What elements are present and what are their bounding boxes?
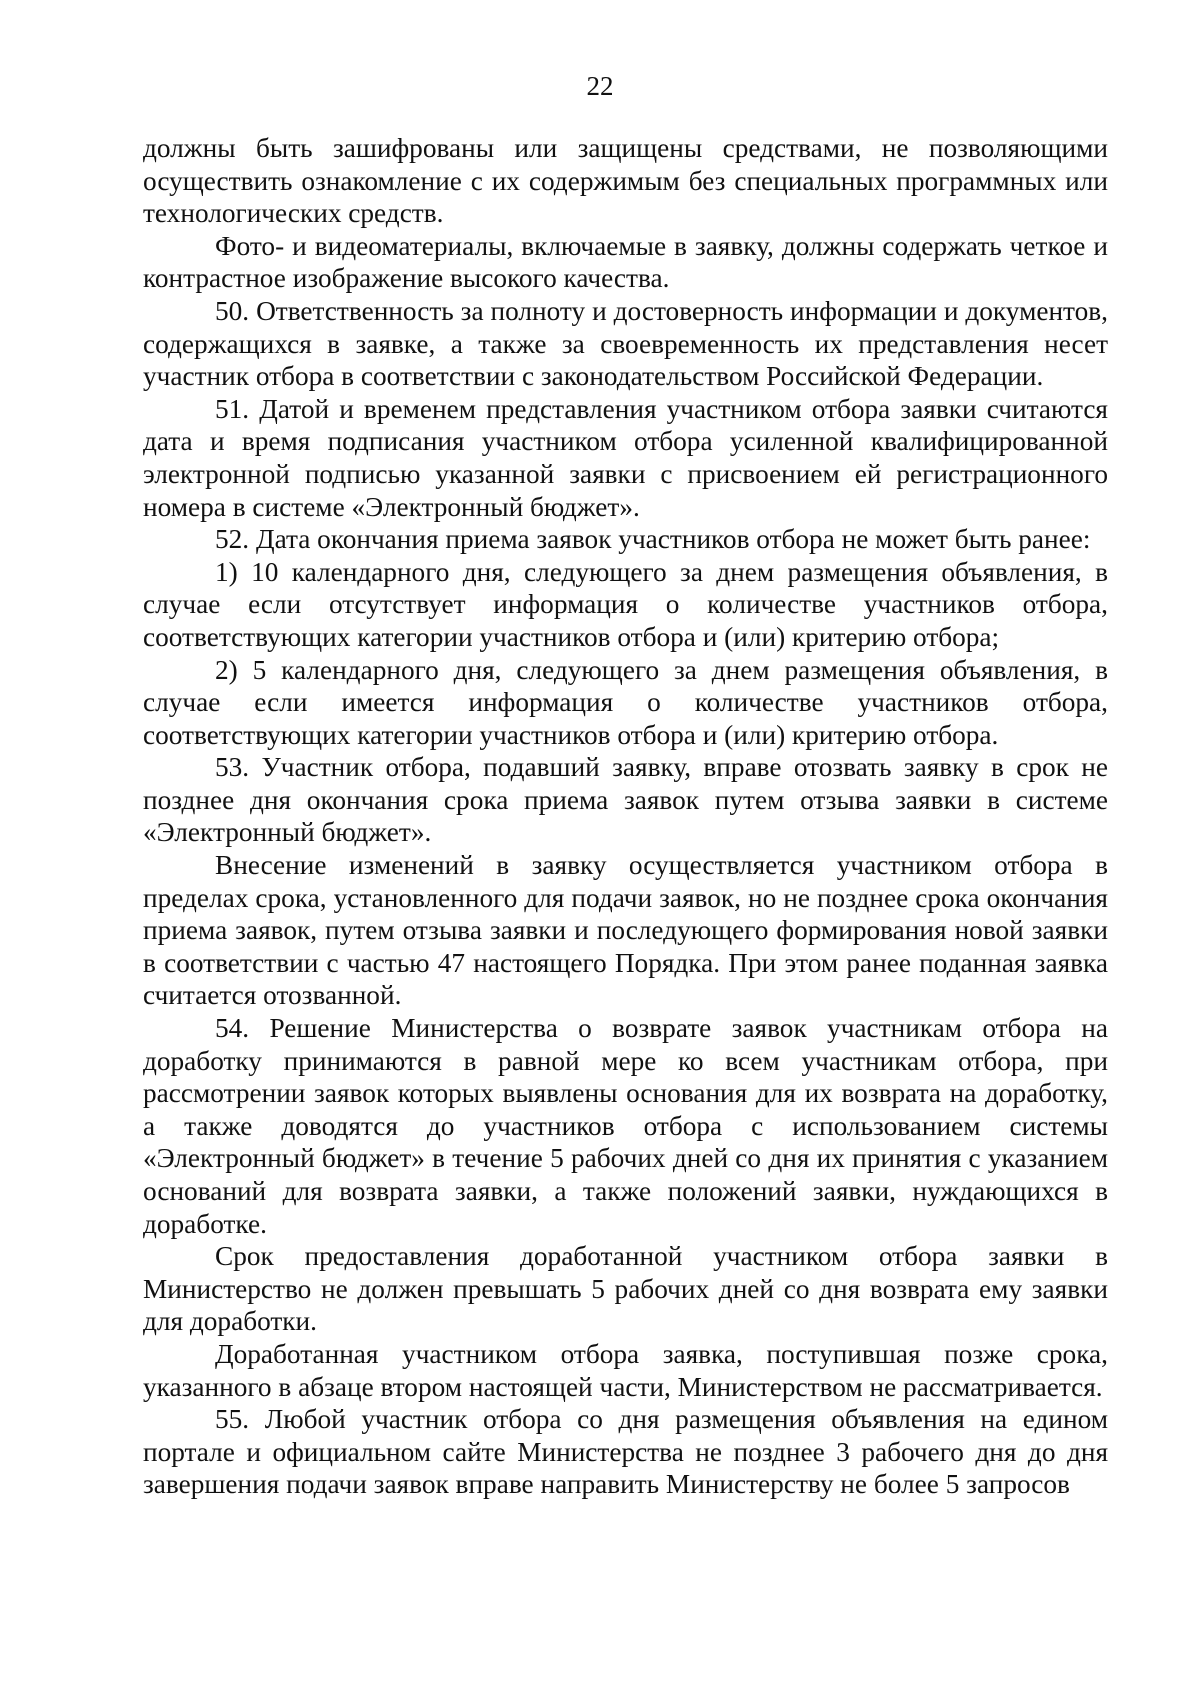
paragraph-53: 53. Участник отбора, подавший заявку, вправе отозвать заявку в срок не позднее дня окончания срока приема заявок путем отзыва заявки в системе «Электронный бюджет». [143, 752, 1108, 848]
paragraph-51: 51. Датой и временем представления участником отбора заявки считаются дата и время подписания участником отбора усиленной квалифицированной электронной подписью указанной заявки с присвоением ей регистрационного номера в системе «Электронный бюджет». [143, 393, 1108, 522]
paragraph-54-deadline: Срок предоставления доработанной участником отбора заявки в Министерство не должен превышать 5 рабочих дней со дня возврата ему заявки для доработки. [143, 1241, 1108, 1337]
paragraph-53-amendments: Внесение изменений в заявку осуществляется участником отбора в пределах срока, установленного для подачи заявок, но не позднее срока окончания приема заявок, путем отзыва заявки и последующего формирования новой заявки в соответствии с частью 47 настоящего Порядка. При этом ранее поданная заявка считается отозванной. [143, 850, 1108, 1011]
paragraph-54-late-submission: Доработанная участником отбора заявка, поступившая позже срока, указанного в абзаце втором настоящей части, Министерством не рассматривается. [143, 1338, 1108, 1402]
paragraph-50: 50. Ответственность за полноту и достоверность информации и документов, содержащихся в заявке, а также за своевременность их представления несет участник отбора в соответствии с законодательством Российской Федерации. [143, 295, 1108, 392]
paragraph-encryption-continuation: должны быть зашифрованы или защищены средствами, не позволяющими осуществить ознакомление с их содержимым без специальных программных или технологических средств. [143, 133, 1108, 229]
paragraph-54: 54. Решение Министерства о возврате заявок участникам отбора на доработку принимаются в равной мере ко всем участникам отбора, при рассмотрении заявок которых выявлены основания для их возврата на доработку, а также доводятся до участников отбора с использованием системы «Электронный бюджет» в течение 5 рабочих дней со дня их принятия с указанием оснований для возврата заявки, а также положений заявки, нуждающихся в доработке. [143, 1013, 1108, 1239]
paragraph-55: 55. Любой участник отбора со дня размещения объявления на едином портале и официальном сайте Министерства не позднее 3 рабочего дня до дня завершения подачи заявок вправе направить Министерству не более 5 запросов [143, 1404, 1108, 1500]
page-number: 22 [586, 71, 614, 101]
document-body [143, 132, 1108, 1501]
paragraph-52: 52. Дата окончания приема заявок участников отбора не может быть ранее: [215, 524, 1091, 555]
paragraph-52-item-1: 1) 10 календарного дня, следующего за днем размещения объявления, в случае если отсутствует информация о количестве участников отбора, соответствующих категории участников отбора и (или) критерию отбора; [143, 556, 1108, 652]
paragraph-photo-video: Фото- и видеоматериалы, включаемые в заявку, должны содержать четкое и контрастное изображение высокого качества. [143, 230, 1108, 294]
paragraph-52-item-2: 2) 5 календарного дня, следующего за днем размещения объявления, в случае если имеется информация о количестве участников отбора, соответствующих категории участников отбора и (или) критерию отбора. [143, 654, 1108, 750]
